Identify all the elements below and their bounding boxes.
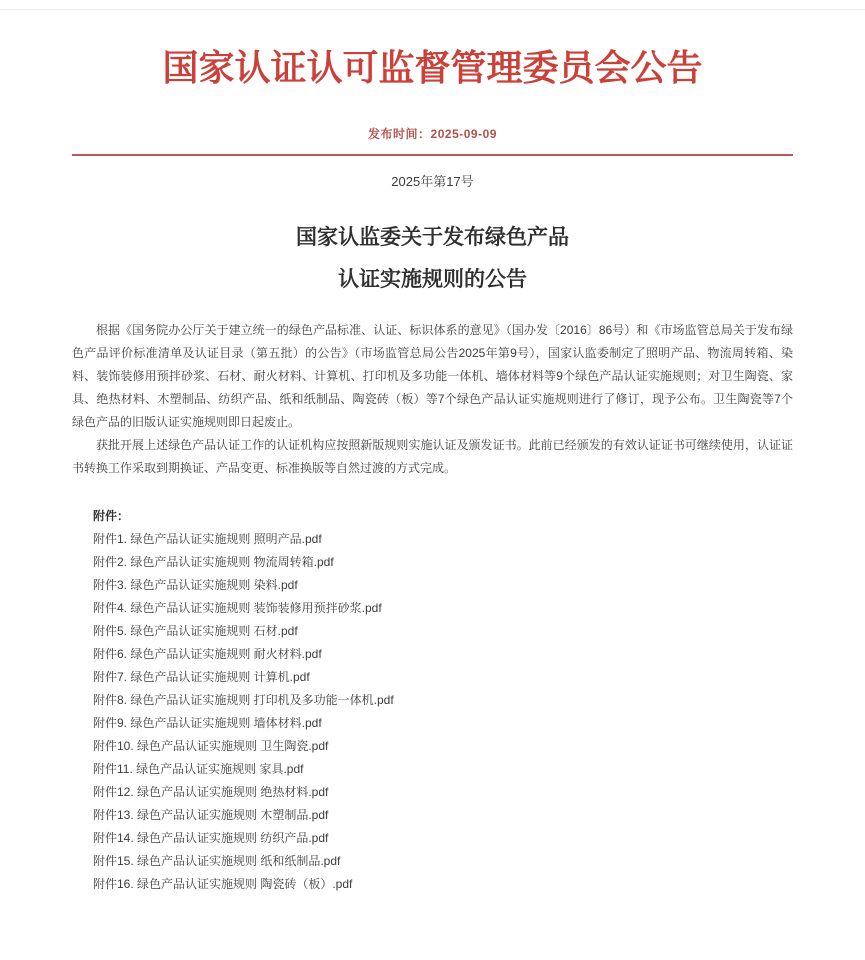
attachment-link[interactable]: 附件5. 绿色产品认证实施规则 石材.pdf xyxy=(93,624,298,638)
attachments-section xyxy=(72,505,793,896)
attachment-link[interactable]: 附件2. 绿色产品认证实施规则 物流周转箱.pdf xyxy=(93,555,334,569)
attachment-link[interactable]: 附件12. 绿色产品认证实施规则 绝热材料.pdf xyxy=(93,785,329,799)
doc-number: 2025年第17号 xyxy=(391,174,474,189)
announcement-heading-line2: 认证实施规则的公告 xyxy=(338,268,527,291)
attachment-link[interactable]: 附件6. 绿色产品认证实施规则 耐火材料.pdf xyxy=(93,647,322,661)
attachment-link[interactable]: 附件9. 绿色产品认证实施规则 墙体材料.pdf xyxy=(93,716,322,730)
attachments-label: 附件： xyxy=(93,509,130,523)
attachment-link[interactable]: 附件14. 绿色产品认证实施规则 纺织产品.pdf xyxy=(93,831,329,845)
attachment-link[interactable]: 附件10. 绿色产品认证实施规则 卫生陶瓷.pdf xyxy=(93,739,329,753)
attachment-link[interactable]: 附件7. 绿色产品认证实施规则 计算机.pdf xyxy=(93,670,310,684)
announcement-body xyxy=(72,319,793,480)
attachment-link[interactable]: 附件16. 绿色产品认证实施规则 陶瓷砖（板）.pdf xyxy=(93,877,353,891)
red-divider xyxy=(72,154,793,156)
attachment-link[interactable]: 附件13. 绿色产品认证实施规则 木塑制品.pdf xyxy=(93,808,329,822)
announcement-document xyxy=(0,47,865,896)
paragraph: 根据《国务院办公厅关于建立统一的绿色产品标准、认证、标识体系的意见》（国办发〔2016〕86号）和《市场监管总局关于发布绿色产品评价标准清单及认证目录（第五批）的公告》（市场监管总局公告2025年第9号），国家认监委制定了照明产品、物流周转箱、染料、装饰装修用预拌砂浆、石材、耐火材料、计算机、打印机及多功能一体机、墙体材料等9个绿色产品认证实施规则；对卫生陶瓷、家具、绝热材料、木塑制品、纺织产品、纸和纸制品、陶瓷砖（板）等7个绿色产品认证实施规则进行了修订，现予公布。卫生陶瓷等7个绿色产品的旧版认证实施规则即日起废止。 xyxy=(72,323,793,429)
attachment-link[interactable]: 附件1. 绿色产品认证实施规则 照明产品.pdf xyxy=(93,532,322,546)
attachment-link[interactable]: 附件8. 绿色产品认证实施规则 打印机及多功能一体机.pdf xyxy=(93,693,394,707)
publish-time: 发布时间：2025-09-09 xyxy=(368,127,497,141)
announcement-heading-line1: 国家认监委关于发布绿色产品 xyxy=(296,226,569,249)
attachment-link[interactable]: 附件15. 绿色产品认证实施规则 纸和纸制品.pdf xyxy=(93,854,341,868)
top-border xyxy=(0,0,865,10)
attachment-link[interactable]: 附件4. 绿色产品认证实施规则 装饰装修用预拌砂浆.pdf xyxy=(93,601,382,615)
attachment-link[interactable]: 附件3. 绿色产品认证实施规则 染料.pdf xyxy=(93,578,298,592)
paragraph: 获批开展上述绿色产品认证工作的认证机构应按照新版规则实施认证及颁发证书。此前已经颁发的有效认证证书可继续使用，认证证书转换工作采取到期换证、产品变更、标准换版等自然过渡的方式完成。 xyxy=(72,438,793,475)
attachment-link[interactable]: 附件11. 绿色产品认证实施规则 家具.pdf xyxy=(93,762,304,776)
page-title: 国家认证认可监督管理委员会公告 xyxy=(162,47,703,88)
